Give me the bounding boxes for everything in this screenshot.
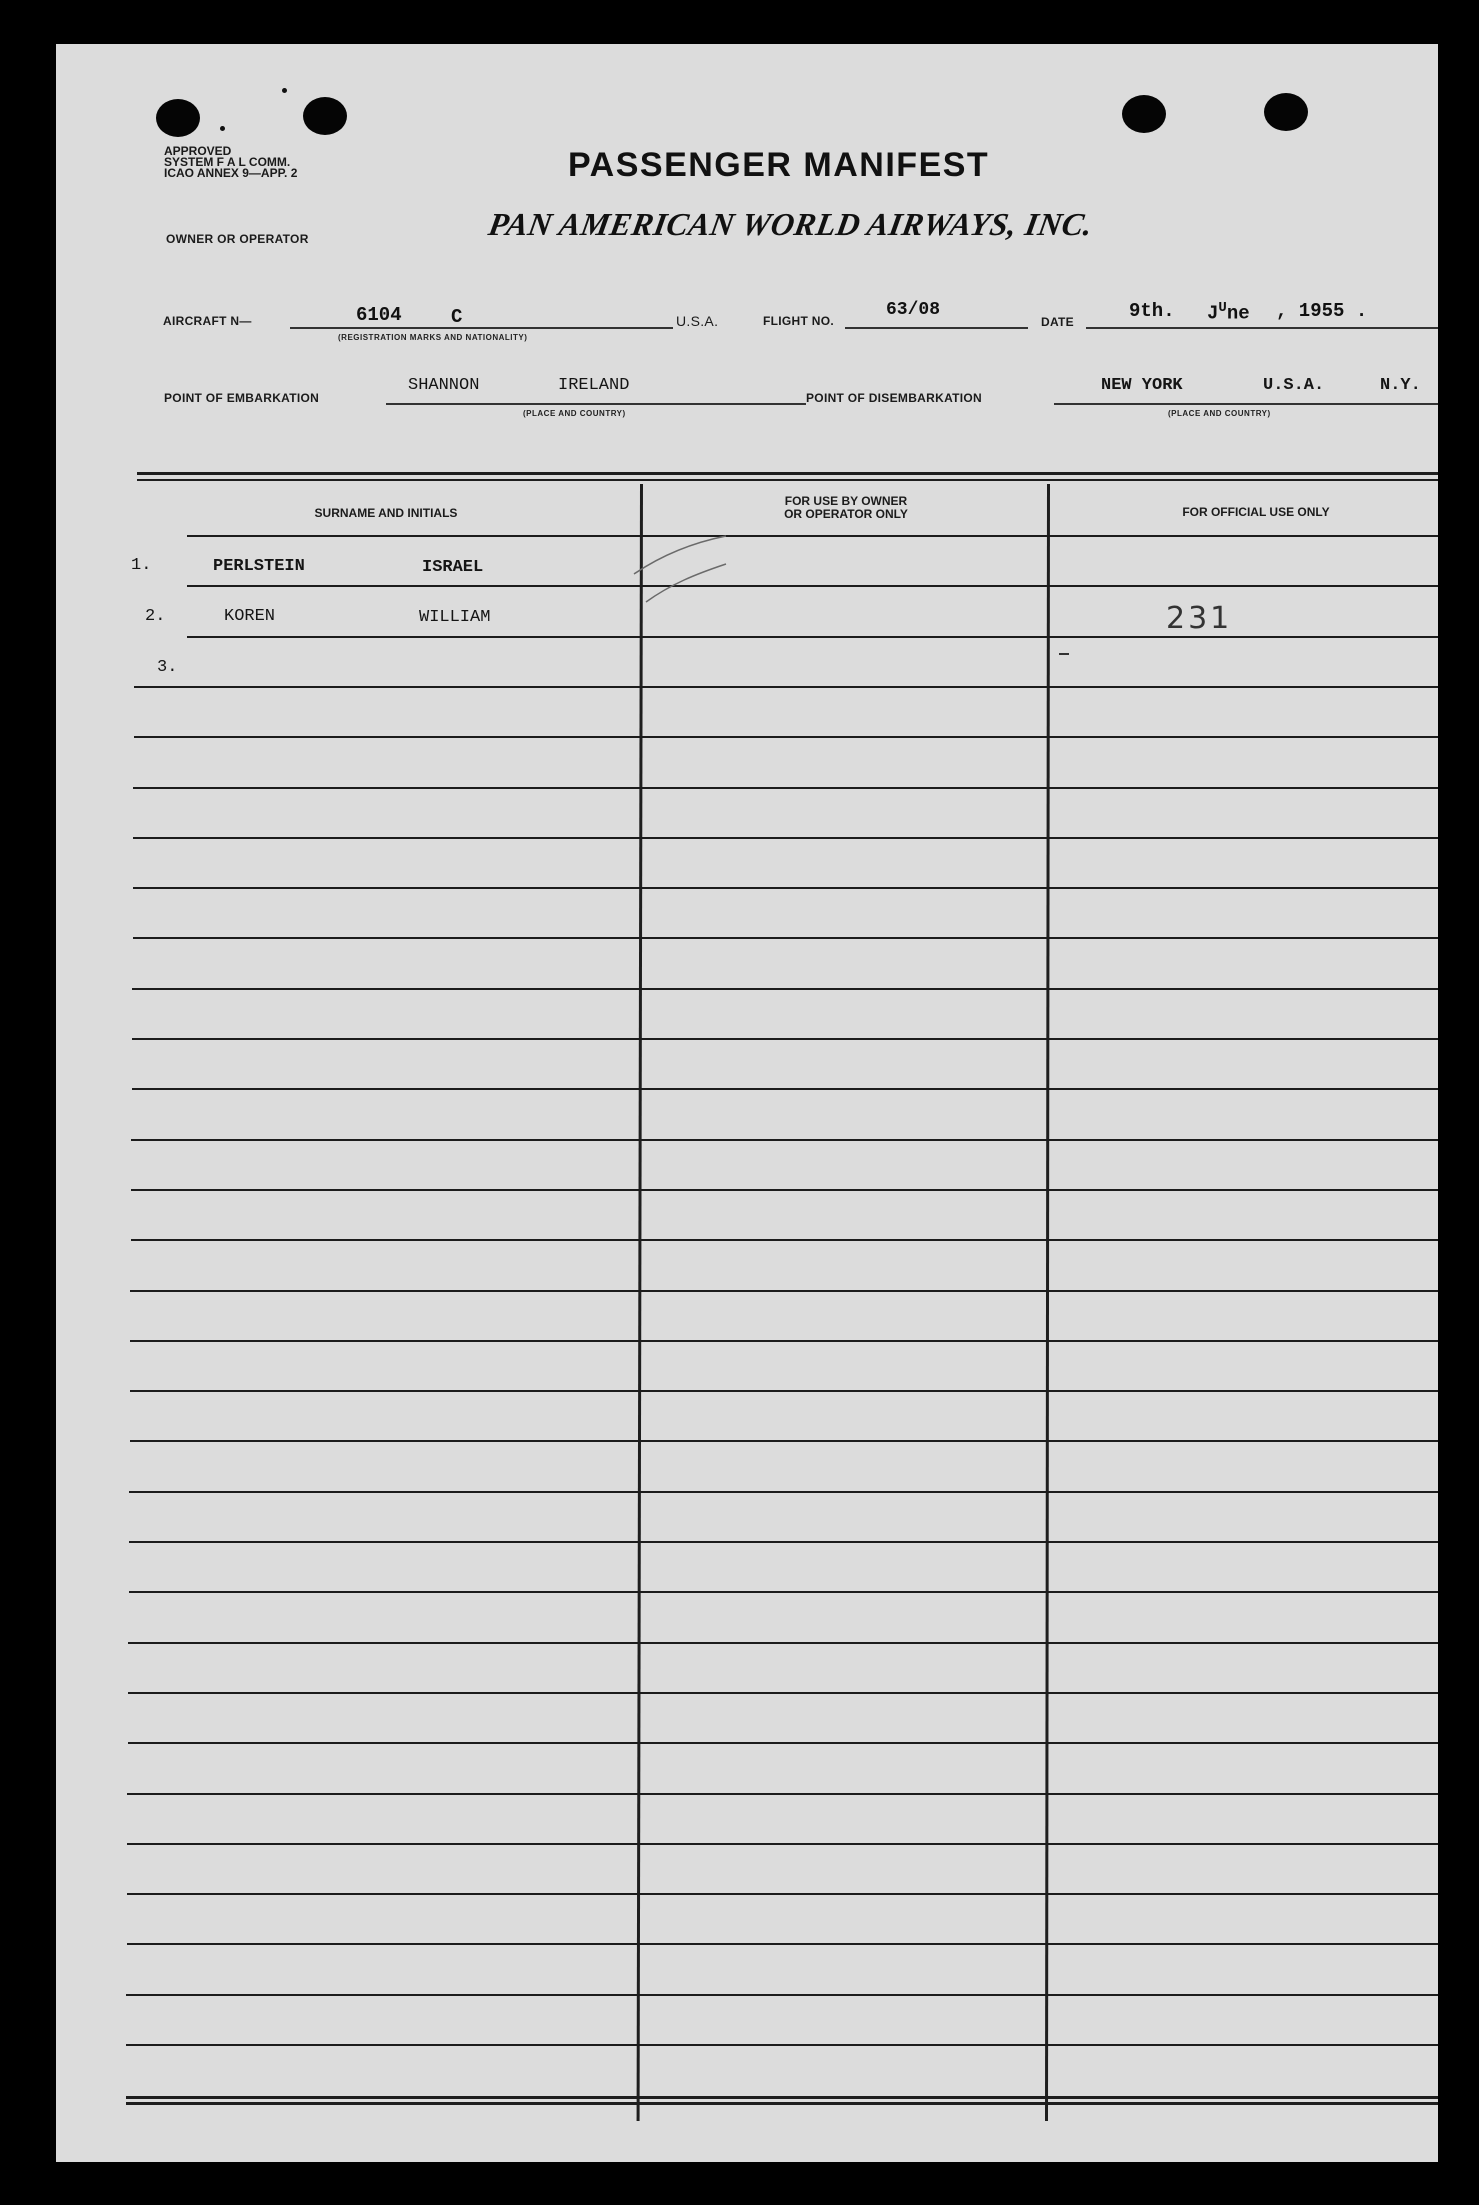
punch-hole <box>1122 95 1166 133</box>
flight-label: FLIGHT NO. <box>763 314 834 328</box>
table-row-rule <box>131 1189 1438 1191</box>
manifest-sheet <box>56 44 1438 2162</box>
table-row-rule <box>126 1994 1438 1996</box>
table-row-rule <box>129 1491 1438 1493</box>
table-row-rule <box>128 1742 1438 1744</box>
passenger-initials: WILLIAM <box>419 608 491 627</box>
column-header-surname: SURNAME AND INITIALS <box>314 506 458 520</box>
form-title: PASSENGER MANIFEST <box>568 146 990 184</box>
aircraft-label: AIRCRAFT N— <box>163 314 252 328</box>
embarkation-underline <box>386 403 806 405</box>
table-row-rule <box>187 535 1438 537</box>
flight-number: 63/08 <box>886 300 941 320</box>
passenger-surname: KOREN <box>224 607 276 626</box>
date-month-rest: ne <box>1226 302 1250 325</box>
table-row-rule <box>133 937 1438 939</box>
punch-hole <box>156 99 200 137</box>
aircraft-country: U.S.A. <box>676 313 719 329</box>
registration-sublabel: (REGISTRATION MARKS AND NATIONALITY) <box>338 333 528 342</box>
ink-speck <box>282 88 287 93</box>
official-mark: 231 <box>1166 601 1233 636</box>
table-row-rule <box>129 1541 1438 1543</box>
approval-line: SYSTEM F A L COMM. <box>164 155 291 169</box>
table-row-rule <box>132 1038 1438 1040</box>
table-row-rule <box>134 736 1438 738</box>
table-top-rule <box>137 479 1438 481</box>
column-divider <box>637 484 643 2121</box>
table-row-rule <box>132 1088 1438 1090</box>
date-year: , 1955 . <box>1276 300 1368 322</box>
punch-hole <box>1264 93 1308 131</box>
table-row-rule <box>127 1943 1438 1945</box>
table-row-rule <box>130 1290 1438 1292</box>
table-row-rule <box>131 1239 1438 1241</box>
disembarkation-country: U.S.A. <box>1263 376 1325 395</box>
aircraft-registration: 6104 <box>356 304 402 326</box>
date-month-correction: U <box>1218 300 1227 316</box>
table-row-rule <box>130 1340 1438 1342</box>
approval-line: APPROVED <box>164 144 232 158</box>
table-row-rule <box>130 1390 1438 1392</box>
date-month-initial: J <box>1207 302 1219 325</box>
table-row-rule <box>127 1893 1438 1895</box>
disembarkation-sublabel: (PLACE AND COUNTRY) <box>1168 409 1271 418</box>
row-number: 1. <box>131 556 152 575</box>
embarkation-sublabel: (PLACE AND COUNTRY) <box>523 409 626 418</box>
owner-value: PAN AMERICAN WORLD AIRWAYS, INC. <box>485 206 1096 242</box>
disembarkation-place: NEW YORK <box>1101 376 1183 395</box>
approval-line: ICAO ANNEX 9—APP. 2 <box>164 166 298 180</box>
embarkation-country: IRELAND <box>558 376 630 395</box>
column-header-owner-use <box>696 495 996 521</box>
row-number: 3. <box>157 658 178 677</box>
table-row-rule <box>128 1692 1438 1694</box>
date-day: 9th. <box>1129 300 1175 322</box>
column-header-official-use: FOR OFFICIAL USE ONLY <box>1182 505 1330 519</box>
table-row-rule <box>134 686 1438 688</box>
disembarkation-state: N.Y. <box>1380 376 1421 395</box>
table-row-rule <box>127 1793 1438 1795</box>
aircraft-underline <box>290 327 673 329</box>
table-row-rule <box>133 787 1438 789</box>
table-row-rule <box>129 1591 1438 1593</box>
ink-speck <box>220 126 225 131</box>
owner-use-line: FOR USE BY OWNER <box>784 494 908 508</box>
table-row-rule <box>131 1139 1438 1141</box>
approval-stamp <box>164 146 297 179</box>
date-underline <box>1086 327 1438 329</box>
embarkation-place: SHANNON <box>408 376 480 395</box>
stray-mark <box>1059 653 1069 655</box>
column-divider <box>1045 484 1050 2121</box>
passenger-surname: PERLSTEIN <box>213 557 305 576</box>
passenger-initials: ISRAEL <box>422 558 484 577</box>
table-top-rule <box>137 472 1438 475</box>
disembarkation-underline <box>1054 403 1438 405</box>
table-row-rule <box>128 1642 1438 1644</box>
table-row-rule <box>133 887 1438 889</box>
table-row-rule <box>187 585 1438 587</box>
table-row-rule <box>130 1440 1438 1442</box>
table-row-rule <box>132 988 1438 990</box>
punch-hole <box>303 97 347 135</box>
embarkation-label: POINT OF EMBARKATION <box>164 391 320 405</box>
aircraft-nationality: C <box>451 306 463 328</box>
date-month <box>1207 300 1250 324</box>
table-row-rule <box>126 2044 1438 2046</box>
disembarkation-label: POINT OF DISEMBARKATION <box>806 391 983 405</box>
pencil-mark <box>626 534 736 614</box>
table-row-rule <box>133 837 1438 839</box>
table-bottom-rule <box>126 2102 1438 2105</box>
flight-underline <box>845 327 1028 329</box>
table-bottom-rule <box>126 2096 1438 2099</box>
table-row-rule <box>127 1843 1438 1845</box>
date-label: DATE <box>1041 315 1074 329</box>
owner-label: OWNER OR OPERATOR <box>166 232 309 246</box>
owner-use-line: OR OPERATOR ONLY <box>784 507 908 521</box>
table-row-rule <box>187 636 1438 638</box>
row-number: 2. <box>145 607 166 626</box>
